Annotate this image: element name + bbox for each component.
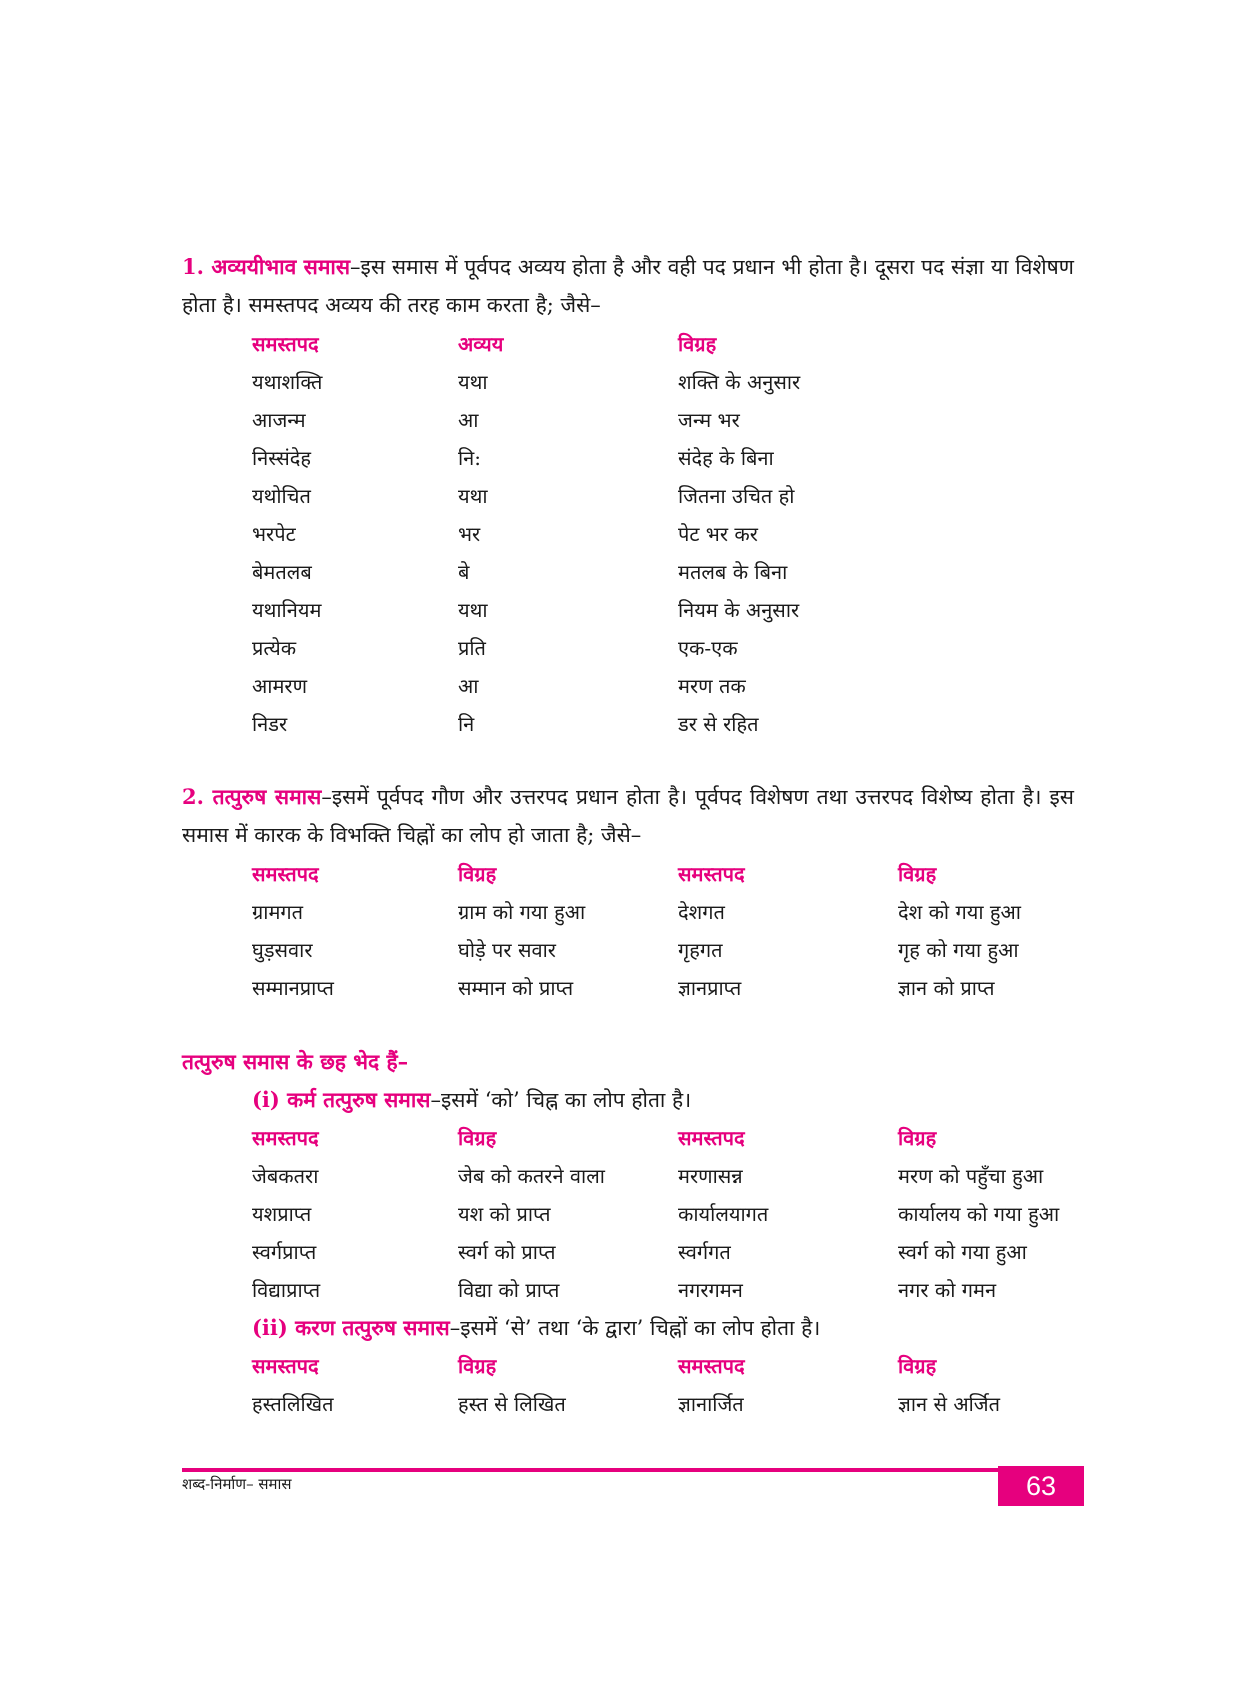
- cell-samastpad: मरणासन्न: [678, 1164, 743, 1188]
- cell-vigrah: मरण तक: [678, 674, 746, 698]
- cell-avyay: नि:: [458, 446, 482, 470]
- cell-vigrah: डर से रहित: [678, 712, 759, 736]
- header-vigrah: विग्रह: [898, 1126, 937, 1150]
- section1-text: –इस समास में पूर्वपद अव्यय होता है और वही पद प्रधान भी होता है। दूसरा पद संज्ञा या विशेषण होता है। समस्तपद अव्यय की तरह काम करता है; जैसे–: [182, 255, 1074, 317]
- cell-samastpad: सम्मानप्राप्त: [252, 976, 334, 1000]
- cell-samastpad: घुड़सवार: [252, 938, 313, 962]
- cell-avyay: नि: [458, 712, 475, 736]
- header-samastpad: समस्तपद: [252, 332, 319, 356]
- cell-samastpad: कार्यालयागत: [678, 1202, 769, 1226]
- section1-paragraph: [182, 248, 1074, 324]
- page-number: 63: [998, 1466, 1084, 1506]
- karma-subsection: [252, 1086, 691, 1114]
- cell-samastpad: देशगत: [678, 900, 725, 924]
- header-avyay: अव्यय: [458, 332, 504, 356]
- header-vigrah: विग्रह: [458, 862, 497, 886]
- cell-samastpad: यथोचित: [252, 484, 311, 508]
- cell-vigrah: शक्ति के अनुसार: [678, 370, 801, 394]
- cell-samastpad: बेमतलब: [252, 560, 312, 584]
- section2-text: –इसमें पूर्वपद गौण और उत्तरपद प्रधान होता है। पूर्वपद विशेषण तथा उत्तरपद विशेष्य होता है। इस समास में कारक के विभक्ति चिह्नों का लोप हो जाता है; जैसे–: [182, 785, 1074, 847]
- karma-title: (i) कर्म तत्पुरुष समास: [252, 1087, 431, 1112]
- header-samastpad: समस्तपद: [678, 1354, 745, 1378]
- cell-samastpad: प्रत्येक: [252, 636, 297, 660]
- cell-vigrah: स्वर्ग को गया हुआ: [898, 1240, 1027, 1264]
- cell-vigrah: नगर को गमन: [898, 1278, 997, 1302]
- cell-avyay: बे: [458, 560, 470, 584]
- header-vigrah: विग्रह: [678, 332, 717, 356]
- cell-avyay: यथा: [458, 484, 488, 508]
- cell-samastpad: विद्याप्राप्त: [252, 1278, 321, 1302]
- cell-samastpad: ज्ञानप्राप्त: [678, 976, 742, 1000]
- header-samastpad: समस्तपद: [252, 1126, 319, 1150]
- cell-vigrah: पेट भर कर: [678, 522, 758, 546]
- cell-samastpad: स्वर्गप्राप्त: [252, 1240, 317, 1264]
- cell-vigrah: एक-एक: [678, 636, 738, 660]
- header-vigrah: विग्रह: [458, 1126, 497, 1150]
- cell-vigrah: ग्राम को गया हुआ: [458, 900, 586, 924]
- karan-subsection: [252, 1314, 820, 1342]
- header-samastpad: समस्तपद: [252, 1354, 319, 1378]
- cell-avyay: प्रति: [458, 636, 486, 660]
- cell-vigrah: स्वर्ग को प्राप्त: [458, 1240, 556, 1264]
- cell-avyay: आ: [458, 674, 479, 698]
- section1-title: 1. अव्ययीभाव समास: [182, 254, 351, 279]
- cell-vigrah: ज्ञान को प्राप्त: [898, 976, 995, 1000]
- types-heading: तत्पुरुष समास के छह भेद हैं–: [182, 1049, 409, 1074]
- header-samastpad: समस्तपद: [252, 862, 319, 886]
- karan-title: (ii) करण तत्पुरुष समास: [252, 1315, 450, 1340]
- cell-vigrah: नियम के अनुसार: [678, 598, 800, 622]
- cell-vigrah: हस्त से लिखित: [458, 1392, 566, 1416]
- cell-samastpad: जेबकतरा: [252, 1164, 319, 1188]
- cell-vigrah: घोड़े पर सवार: [458, 938, 556, 962]
- karan-text: –इसमें ‘से’ तथा ‘के द्वारा’ चिह्नों का लोप होता है।: [449, 1316, 821, 1340]
- cell-vigrah: मरण को पहुँचा हुआ: [898, 1164, 1044, 1188]
- cell-samastpad: निडर: [252, 712, 288, 736]
- cell-vigrah: जन्म भर: [678, 408, 740, 432]
- cell-samastpad: ग्रामगत: [252, 900, 304, 924]
- cell-samastpad: भरपेट: [252, 522, 296, 546]
- cell-samastpad: आमरण: [252, 674, 308, 698]
- cell-avyay: आ: [458, 408, 479, 432]
- cell-vigrah: सम्मान को प्राप्त: [458, 976, 574, 1000]
- section2-paragraph: [182, 778, 1074, 854]
- cell-samastpad: आजन्म: [252, 408, 306, 432]
- cell-vigrah: संदेह के बिना: [678, 446, 774, 470]
- cell-avyay: भर: [458, 522, 481, 546]
- header-vigrah: विग्रह: [458, 1354, 497, 1378]
- cell-avyay: यथा: [458, 370, 488, 394]
- cell-samastpad: नगरगमन: [678, 1278, 743, 1302]
- cell-vigrah: देश को गया हुआ: [898, 900, 1021, 924]
- cell-samastpad: गृहगत: [678, 938, 723, 962]
- cell-avyay: यथा: [458, 598, 488, 622]
- header-samastpad: समस्तपद: [678, 1126, 745, 1150]
- header-vigrah: विग्रह: [898, 1354, 937, 1378]
- cell-vigrah: कार्यालय को गया हुआ: [898, 1202, 1060, 1226]
- cell-vigrah: गृह को गया हुआ: [898, 938, 1019, 962]
- cell-vigrah: विद्या को प्राप्त: [458, 1278, 560, 1302]
- cell-samastpad: निस्संदेह: [252, 446, 312, 470]
- cell-samastpad: स्वर्गगत: [678, 1240, 731, 1264]
- cell-vigrah: ज्ञान से अर्जित: [898, 1392, 1001, 1416]
- header-vigrah: विग्रह: [898, 862, 937, 886]
- section2-title: 2. तत्पुरुष समास: [182, 784, 322, 809]
- cell-vigrah: मतलब के बिना: [678, 560, 788, 584]
- karma-text: –इसमें ‘को’ चिह्न का लोप होता है।: [430, 1088, 692, 1112]
- cell-vigrah: यश को प्राप्त: [458, 1202, 551, 1226]
- cell-vigrah: जेब को कतरने वाला: [458, 1164, 605, 1188]
- cell-samastpad: यशप्राप्त: [252, 1202, 312, 1226]
- cell-samastpad: ज्ञानार्जित: [678, 1392, 744, 1416]
- footer-divider: [182, 1468, 1084, 1472]
- header-samastpad: समस्तपद: [678, 862, 745, 886]
- footer-chapter: शब्द-निर्माण– समास: [182, 1475, 292, 1493]
- cell-samastpad: यथाशक्ति: [252, 370, 323, 394]
- cell-vigrah: जितना उचित हो: [678, 484, 795, 508]
- cell-samastpad: यथानियम: [252, 598, 322, 622]
- cell-samastpad: हस्तलिखित: [252, 1392, 334, 1416]
